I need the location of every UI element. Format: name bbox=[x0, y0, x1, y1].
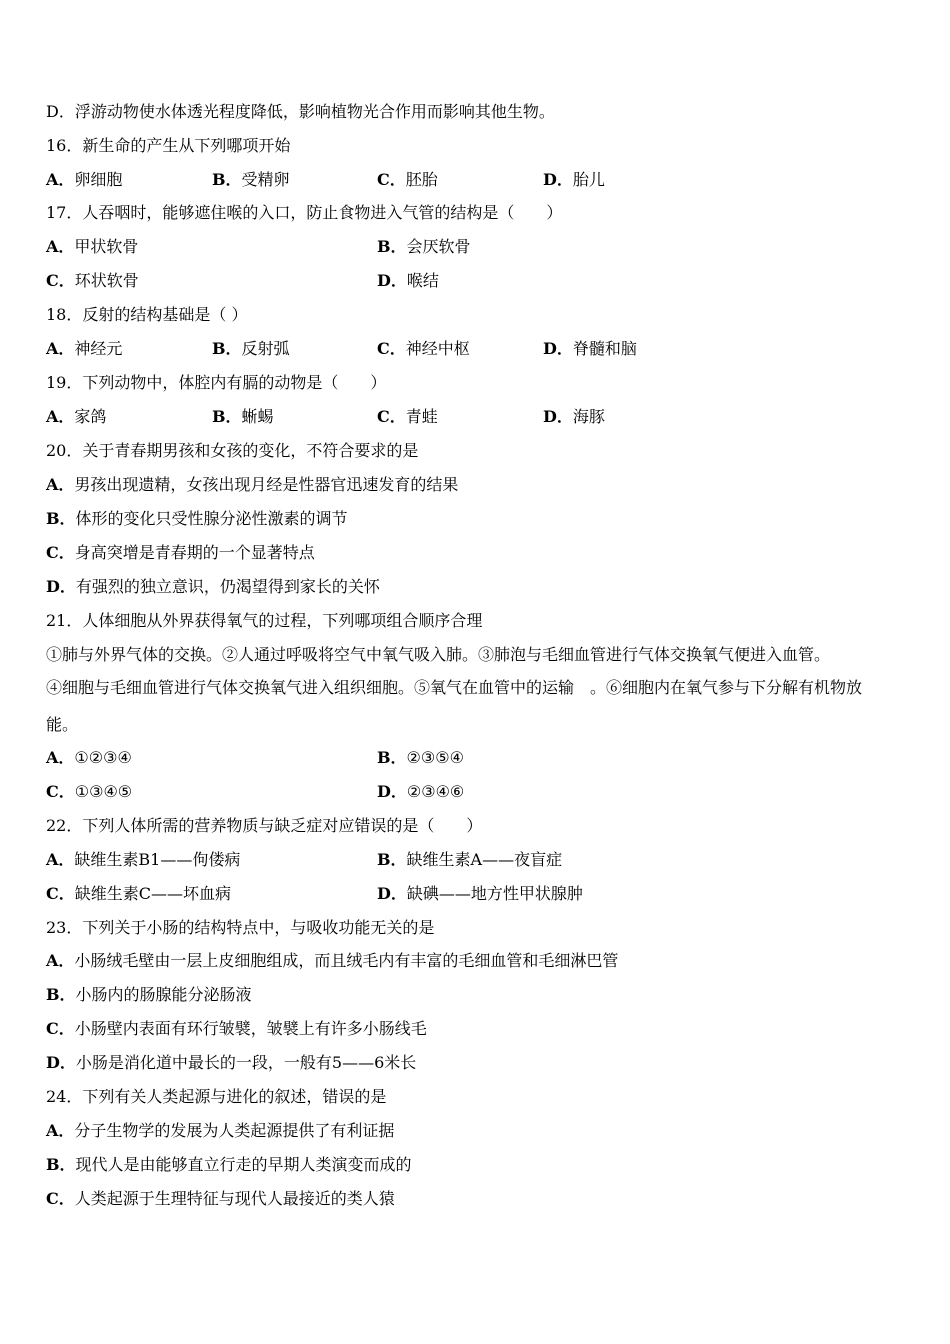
question-23-stem: 23．下列关于小肠的结构特点中，与吸收功能无关的是 bbox=[46, 918, 435, 937]
q17-option-a: A．甲状软骨 bbox=[46, 237, 139, 256]
q21-option-c: C．①③④⑤ bbox=[46, 782, 133, 801]
q18-option-c: C．神经中枢 bbox=[377, 339, 470, 358]
q19-option-a: A．家鸽 bbox=[46, 407, 107, 426]
q21-option-a: A．①②③④ bbox=[46, 748, 132, 767]
q18-option-a: A．神经元 bbox=[46, 339, 123, 358]
question-21-line-2: ④细胞与毛细血管进行气体交换氧气进入组织细胞。⑤氧气在血管中的运输 。⑥细胞内在氧气参与下分解有机物放 bbox=[46, 678, 863, 697]
q17-option-d: D．喉结 bbox=[377, 271, 439, 290]
question-22-stem: 22．下列人体所需的营养物质与缺乏症对应错误的是（ ） bbox=[46, 816, 483, 835]
question-24-stem: 24．下列有关人类起源与进化的叙述，错误的是 bbox=[46, 1087, 387, 1106]
q23-option-a: A．小肠绒毛壁由一层上皮细胞组成，而且绒毛内有丰富的毛细血管和毛细淋巴管 bbox=[46, 951, 619, 970]
q20-option-a: A．男孩出现遗精，女孩出现月经是性器官迅速发育的结果 bbox=[46, 475, 459, 494]
q22-option-b: B．缺维生素A——夜盲症 bbox=[377, 850, 563, 869]
question-16-stem: 16．新生命的产生从下列哪项开始 bbox=[46, 136, 291, 155]
q19-option-c: C．青蛙 bbox=[377, 407, 438, 426]
q16-option-d: D．胎儿 bbox=[543, 170, 605, 189]
question-20-stem: 20．关于青春期男孩和女孩的变化，不符合要求的是 bbox=[46, 441, 419, 460]
q19-option-d: D．海豚 bbox=[543, 407, 605, 426]
q24-option-b: B．现代人是由能够直立行走的早期人类演变而成的 bbox=[46, 1155, 412, 1174]
question-21-line-1: ①肺与外界气体的交换。②人通过呼吸将空气中氧气吸入肺。③肺泡与毛细血管进行气体交换氧气便进入血管。 bbox=[46, 645, 831, 664]
q20-option-c: C．身高突增是青春期的一个显著特点 bbox=[46, 543, 315, 562]
q20-option-d: D．有强烈的独立意识，仍渴望得到家长的关怀 bbox=[46, 577, 380, 596]
q18-option-b: B．反射弧 bbox=[212, 339, 290, 358]
q16-option-b: B．受精卵 bbox=[212, 170, 290, 189]
question-21-stem: 21．人体细胞从外界获得氧气的过程，下列哪项组合顺序合理 bbox=[46, 611, 483, 630]
q17-option-b: B．会厌软骨 bbox=[377, 237, 471, 256]
q16-option-c: C．胚胎 bbox=[377, 170, 438, 189]
q21-option-b: B．②③⑤④ bbox=[377, 748, 464, 767]
question-21-line-3: 能。 bbox=[46, 715, 79, 734]
q23-option-c: C．小肠壁内表面有环行皱襞，皱襞上有许多小肠线毛 bbox=[46, 1019, 427, 1038]
q16-option-a: A．卵细胞 bbox=[46, 170, 123, 189]
q23-option-d: D．小肠是消化道中最长的一段，一般有5——6米长 bbox=[46, 1053, 417, 1072]
q17-option-c: C．环状软骨 bbox=[46, 271, 139, 290]
q24-option-c: C．人类起源于生理特征与现代人最接近的类人猿 bbox=[46, 1189, 395, 1208]
q22-option-a: A．缺维生素B1——佝偻病 bbox=[46, 850, 241, 869]
question-18-stem: 18．反射的结构基础是（ ） bbox=[46, 305, 248, 324]
q24-option-a: A．分子生物学的发展为人类起源提供了有利证据 bbox=[46, 1121, 395, 1140]
question-19-stem: 19．下列动物中，体腔内有膈的动物是（ ） bbox=[46, 373, 387, 392]
q20-option-b: B．体形的变化只受性腺分泌性激素的调节 bbox=[46, 509, 348, 528]
q22-option-d: D．缺碘——地方性甲状腺肿 bbox=[377, 884, 583, 903]
q21-option-d: D．②③④⑥ bbox=[377, 782, 465, 801]
q22-option-c: C．缺维生素C——坏血病 bbox=[46, 884, 231, 903]
question-17-stem: 17．人吞咽时，能够遮住喉的入口，防止食物进入气管的结构是（ ） bbox=[46, 203, 563, 222]
q23-option-b: B．小肠内的肠腺能分泌肠液 bbox=[46, 985, 252, 1004]
q18-option-d: D．脊髓和脑 bbox=[543, 339, 637, 358]
option-d-prev: D．浮游动物使水体透光程度降低，影响植物光合作用而影响其他生物。 bbox=[46, 102, 555, 121]
q19-option-b: B．蜥蜴 bbox=[212, 407, 274, 426]
